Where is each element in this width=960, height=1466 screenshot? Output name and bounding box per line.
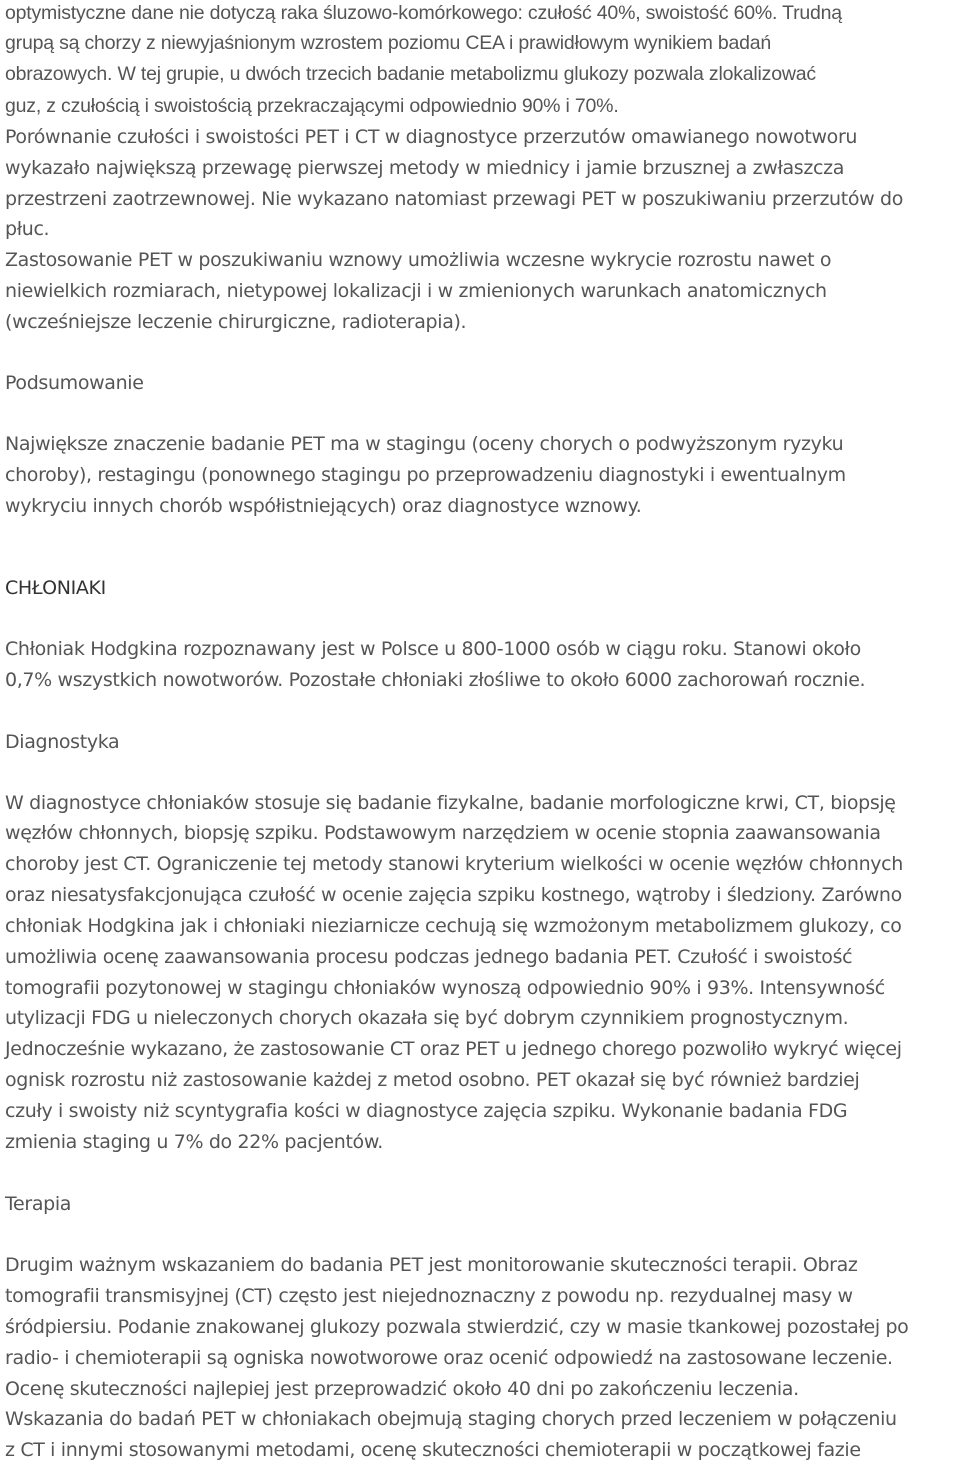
text-line: obrazowych. W tej grupie, u dwóch trzecich badanie metabolizmu glukozy pozwala zlokalizować [5,63,816,85]
text-line: oraz niesatysfakcjonująca czułość w ocenie zajęcia szpiku kostnego, wątroby i śledziony. Zarówno [5,884,902,906]
text-line: W diagnostyce chłoniaków stosuje się badanie fizykalne, badanie morfologiczne krwi, CT, biopsję [5,792,896,814]
text-line: grupą są chorzy z niewyjaśnionym wzrostem poziomu CEA i prawidłowym wynikiem badań [5,32,772,54]
text-line: Porównanie czułości i swoistości PET i CT w diagnostyce przerzutów omawianego nowotworu [5,126,858,148]
text-line: płuc. [5,218,50,240]
text-line: węzłów chłonnych, biopsję szpiku. Podstawowym narzędziem w ocenie stopnia zaawansowania [5,822,881,844]
text-line: zmienia staging u 7% do 22% pacjentów. [5,1131,383,1153]
text-line: umożliwia ocenę zaawansowania procesu podczas jednego badania PET. Czułość i swoistość [5,946,853,968]
text-line: przestrzeni zaotrzewnowej. Nie wykazano natomiast przewagi PET w poszukiwaniu przerzutów do [5,188,903,210]
text-line: Wskazania do badań PET w chłoniakach obejmują staging chorych przed leczeniem w połączeniu [5,1408,897,1430]
text-line: Ocenę skuteczności najlepiej jest przeprowadzić około 40 dni po zakończeniu leczenia. [5,1378,799,1400]
lymphoma-heading: CHŁONIAKI [5,577,106,599]
text-line: Jednocześnie wykazano, że zastosowanie CT oraz PET u jednego chorego pozwoliło wykryć więcej [5,1038,902,1060]
text-line: guz, z czułością i swoistością przekraczającymi odpowiednio 90% i 70%. [5,95,619,117]
text-line: Zastosowanie PET w poszukiwaniu wznowy umożliwia wczesne wykrycie rozrostu nawet o [5,249,832,271]
text-line: Drugim ważnym wskazaniem do badania PET jest monitorowanie skuteczności terapii. Obraz [5,1254,858,1276]
text-line: tomografii transmisyjnej (CT) często jest niejednoznaczny z powodu np. rezydualnej masy w [5,1285,853,1307]
text-line: wykazało największą przewagę pierwszej metody w miednicy i jamie brzusznej a zwłaszcza [5,157,844,179]
text-line: tomografii pozytonowej w stagingu chłoniaków wynoszą odpowiednio 90% i 93%. Intensywność [5,977,885,999]
text-line: ognisk rozrostu niż zastosowanie każdej z metod osobno. PET okazał się być również bardziej [5,1069,860,1091]
summary-heading: Podsumowanie [5,372,144,394]
text-line: Chłoniak Hodgkina rozpoznawany jest w Polsce u 800-1000 osób w ciągu roku. Stanowi około [5,638,861,660]
text-line: wykryciu innych chorób współistniejących) oraz diagnostyce wznowy. [5,495,642,517]
text-line: chłoniak Hodgkina jak i chłoniaki nieziarnicze cechują się wzmożonym metabolizmem glukozy, co [5,915,902,937]
text-line: choroby jest CT. Ograniczenie tej metody stanowi kryterium wielkości w ocenie węzłów chłonnych [5,853,903,875]
text-line: optymistyczne dane nie dotyczą raka śluzowo-komórkowego: czułość 40%, swoistość 60%. Trudną [5,2,842,24]
text-line: z CT i innymi stosowanymi metodami, ocenę skuteczności chemioterapii w początkowej fazie [5,1439,861,1461]
text-line: śródpiersiu. Podanie znakowanej glukozy pozwala stwierdzić, czy w masie tkankowej pozostałej po [5,1316,909,1338]
text-line: radio- i chemioterapii są ogniska nowotworowe oraz ocenić odpowiedź na zastosowane leczenie. [5,1347,893,1369]
text-line: czuły i swoisty niż scyntygrafia kości w diagnostyce zajęcia szpiku. Wykonanie badania FDG [5,1100,848,1122]
text-line: (wcześniejsze leczenie chirurgiczne, radioterapia). [5,311,467,333]
text-line: 0,7% wszystkich nowotworów. Pozostałe chłoniaki złośliwe to około 6000 zachorowań rocznie. [5,669,866,691]
text-line: choroby), restagingu (ponownego stagingu po przeprowadzeniu diagnostyki i ewentualnym [5,464,846,486]
diagnostics-heading: Diagnostyka [5,731,120,753]
text-line: Największe znaczenie badanie PET ma w stagingu (oceny chorych o podwyższonym ryzyku [5,433,844,455]
text-line: niewielkich rozmiarach, nietypowej lokalizacji i w zmienionych warunkach anatomicznych [5,280,827,302]
text-line: utylizacji FDG u nieleczonych chorych okazała się być dobrym czynnikiem prognostycznym. [5,1007,849,1029]
therapy-heading: Terapia [5,1193,72,1215]
